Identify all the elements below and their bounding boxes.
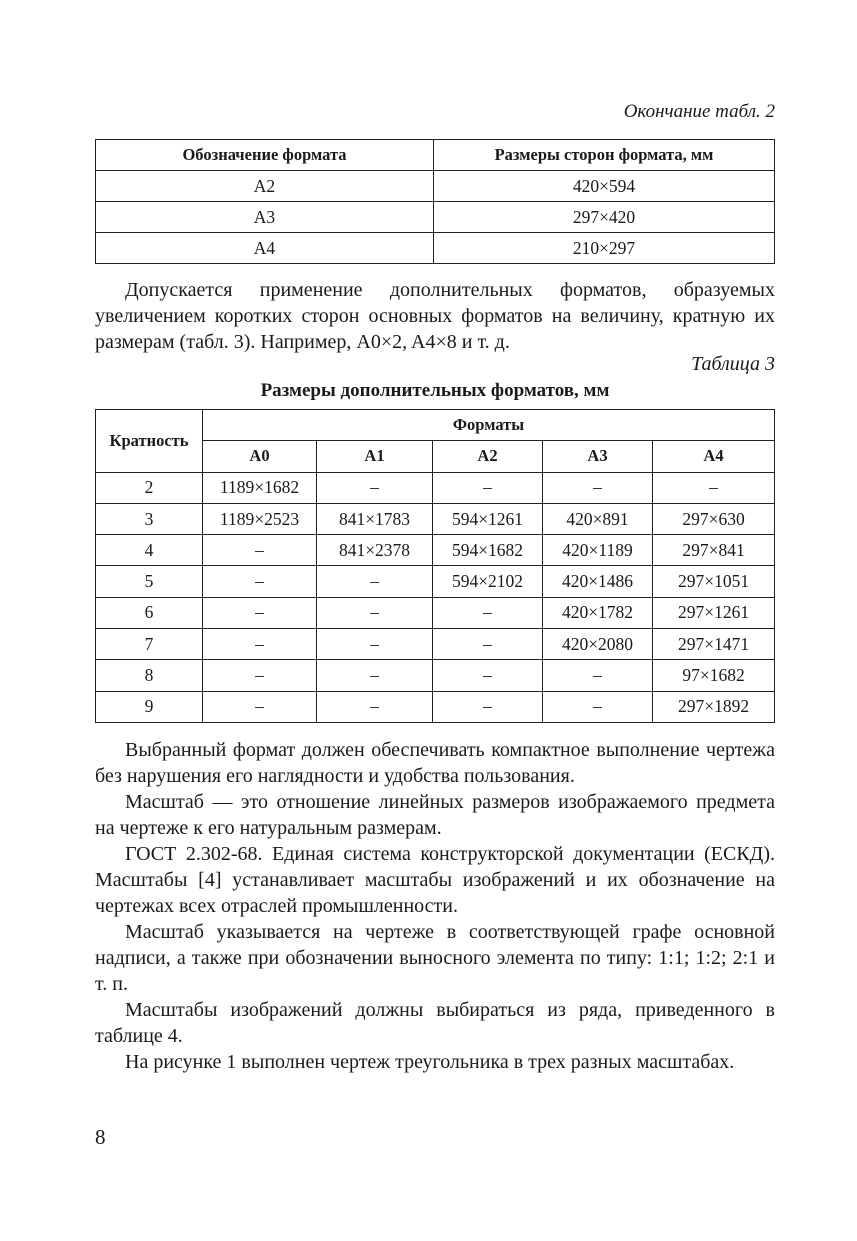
header-a3: A3 — [543, 441, 653, 472]
table-row — [96, 566, 775, 597]
size-cell: – — [203, 660, 317, 691]
size-cell: 594×1682 — [433, 535, 543, 566]
header-a4: A4 — [653, 441, 775, 472]
table-header-row — [96, 410, 775, 441]
paragraph: Выбранный формат должен обеспечивать компактное выполнение чертежа без нарушения его наглядности и удобства пользования. — [95, 739, 775, 787]
multiplicity-cell: 4 — [96, 535, 203, 566]
size-cell: 97×1682 — [653, 660, 775, 691]
size-cell: – — [543, 691, 653, 722]
size-cell: – — [203, 691, 317, 722]
header-a2: A2 — [433, 441, 543, 472]
paragraph: ГОСТ 2.302-68. Единая система конструкторской документации (ЕСКД). Масштабы [4] устанавливает масштабы изображений и их обозначение на чертежах всех отраслей промышленности. — [95, 843, 775, 917]
multiplicity-cell: 3 — [96, 503, 203, 534]
size-cell: – — [203, 597, 317, 628]
size-cell: 297×1471 — [653, 629, 775, 660]
multiplicity-cell: 7 — [96, 629, 203, 660]
table-row — [96, 472, 775, 503]
size-cell: – — [317, 629, 433, 660]
formats-table — [95, 139, 775, 264]
size-cell: 594×1261 — [433, 503, 543, 534]
size-cell: 297×1261 — [653, 597, 775, 628]
size-cell: – — [433, 691, 543, 722]
size-cell: 297×1051 — [653, 566, 775, 597]
size-cell: – — [317, 660, 433, 691]
table-row — [96, 171, 775, 202]
size-cell: – — [317, 597, 433, 628]
format-cell: A2 — [96, 171, 434, 202]
header-multiplicity: Кратность — [96, 410, 203, 473]
table3-caption: Таблица 3 — [691, 353, 775, 375]
size-cell: – — [543, 660, 653, 691]
multiplicity-cell: 9 — [96, 691, 203, 722]
multiplicity-cell: 6 — [96, 597, 203, 628]
size-cell: 420×594 — [434, 171, 775, 202]
size-cell: – — [317, 472, 433, 503]
page-number: 8 — [95, 1125, 106, 1149]
header-a0: A0 — [203, 441, 317, 472]
size-cell: – — [317, 691, 433, 722]
table-row — [96, 535, 775, 566]
size-cell: 297×420 — [434, 202, 775, 233]
size-cell: – — [543, 472, 653, 503]
size-cell: 420×1486 — [543, 566, 653, 597]
paragraph-additional-formats: Допускается применение дополнительных форматов, образуемых увеличением коротких сторон основных форматов на величину, кратную их размерам (табл. 3). Например, A0×2, A4×8 и т. д. — [95, 279, 775, 353]
table-row — [96, 233, 775, 264]
size-cell: – — [433, 660, 543, 691]
size-cell: 420×891 — [543, 503, 653, 534]
size-cell: 297×1892 — [653, 691, 775, 722]
additional-formats-table — [95, 409, 775, 723]
table-row — [96, 629, 775, 660]
paragraph: Масштаб указывается на чертеже в соответствующей графе основной надписи, а также при обозначении выносного элемента по типу: 1:1; 1:2; 2:1 и т. п. — [95, 921, 775, 995]
size-cell: 210×297 — [434, 233, 775, 264]
size-cell: 841×1783 — [317, 503, 433, 534]
size-cell: – — [203, 535, 317, 566]
size-cell: – — [317, 566, 433, 597]
header-a1: A1 — [317, 441, 433, 472]
table-row — [96, 503, 775, 534]
text-block — [95, 737, 775, 1075]
paragraph: Масштабы изображений должны выбираться из ряда, приведенного в таблице 4. — [95, 999, 775, 1047]
table-row — [96, 691, 775, 722]
multiplicity-cell: 2 — [96, 472, 203, 503]
size-cell: 420×2080 — [543, 629, 653, 660]
table-header-row — [96, 140, 775, 171]
size-cell: 1189×1682 — [203, 472, 317, 503]
table-continuation-label: Окончание табл. 2 — [623, 101, 775, 122]
size-cell: – — [433, 472, 543, 503]
size-cell: 1189×2523 — [203, 503, 317, 534]
table3-body — [96, 472, 775, 722]
size-cell: – — [433, 597, 543, 628]
paragraph: На рисунке 1 выполнен чертеж треугольника в трех разных масштабах. — [125, 1051, 735, 1073]
table-row — [96, 597, 775, 628]
paragraph: Масштаб — это отношение линейных размеров изображаемого предмета на чертеже к его натуральным размерам. — [95, 791, 775, 839]
header-formats: Форматы — [203, 410, 775, 441]
multiplicity-cell: 8 — [96, 660, 203, 691]
table-row — [96, 202, 775, 233]
header-format-sizes: Размеры сторон формата, мм — [434, 140, 775, 171]
size-cell: 594×2102 — [433, 566, 543, 597]
size-cell: – — [653, 472, 775, 503]
size-cell: – — [203, 566, 317, 597]
size-cell: 420×1189 — [543, 535, 653, 566]
header-format-designation: Обозначение формата — [96, 140, 434, 171]
size-cell: – — [203, 629, 317, 660]
size-cell: 420×1782 — [543, 597, 653, 628]
table3-title: Размеры дополнительных форматов, мм — [260, 380, 610, 401]
table-row — [96, 660, 775, 691]
multiplicity-cell: 5 — [96, 566, 203, 597]
size-cell: – — [433, 629, 543, 660]
size-cell: 841×2378 — [317, 535, 433, 566]
format-cell: A4 — [96, 233, 434, 264]
format-cell: A3 — [96, 202, 434, 233]
size-cell: 297×630 — [653, 503, 775, 534]
size-cell: 297×841 — [653, 535, 775, 566]
